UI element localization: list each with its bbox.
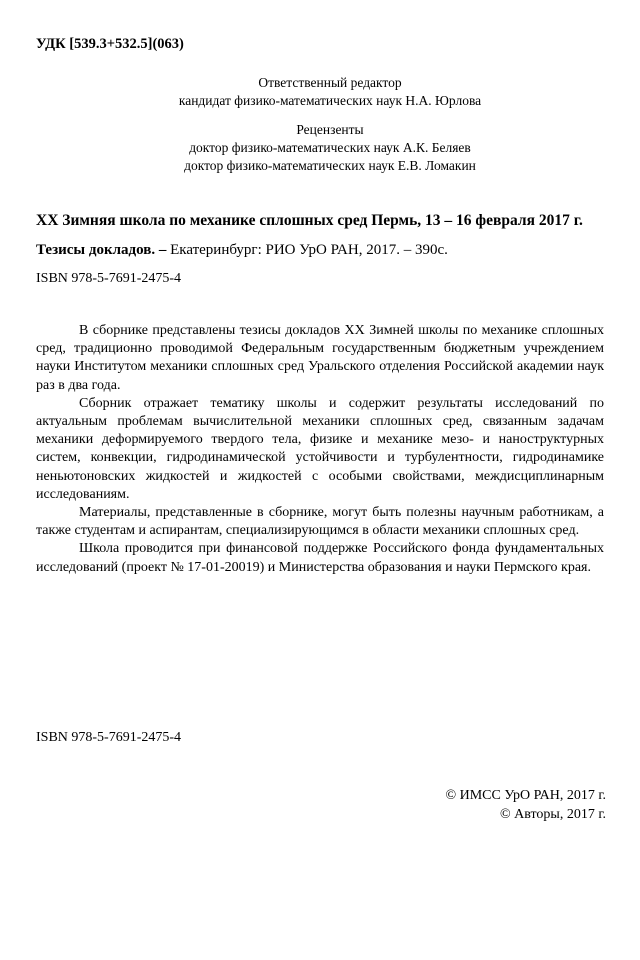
udk-code: УДК [539.3+532.5](063)	[36, 36, 184, 52]
abstract-paragraph: Сборник отражает тематику школы и содержит результаты исследований по актуальным проблемам вычислительной механики сплошных сред, связанным задачам механики деформируемого твердого тела, физике и механике мезо- и наноструктурных систем, конвекции, гидродинамической устойчивости и турбулентности, гидродинамике неньютоновских жидкостей и жидкостей с особыми свойствами, междисциплинарным исследованиям.	[36, 395, 604, 502]
reviewer-item: доктор физико-математических наук А.К. Беляев	[189, 140, 471, 155]
abstract-paragraph: Материалы, представленные в сборнике, могут быть полезны научным работникам, а также студентам и аспирантам, специализирующимся в области механики сплошных сред.	[36, 505, 604, 539]
publication-details: Екатеринбург: РИО УрО РАН, 2017. – 390с.	[166, 242, 448, 258]
responsible-editor	[10, 74, 640, 110]
copyright-line: © Авторы, 2017 г.	[499, 807, 606, 822]
book-title: XX Зимняя школа по механике сплошных сред Пермь, 13 – 16 февраля 2017 г.	[36, 212, 583, 229]
isbn-bottom: ISBN 978-5-7691-2475-4	[36, 730, 182, 745]
abstract-paragraph: Школа проводится при финансовой поддержке Российского фонда фундаментальных исследований (проект № 17-01-20019) и Министерства образования и науки Пермского края.	[36, 541, 604, 575]
reviewers-heading: Рецензенты	[296, 122, 364, 137]
reviewers	[10, 121, 640, 175]
abstract	[36, 322, 604, 577]
publication-label: Тезисы докладов. –	[36, 242, 167, 258]
copyright-line: © ИМСС УрО РАН, 2017 г.	[445, 788, 606, 803]
editor-name: кандидат физико-математических наук Н.А. Юрлова	[178, 93, 482, 108]
publication-info	[36, 242, 448, 259]
reviewer-item: доктор физико-математических наук Е.В. Ломакин	[184, 158, 476, 173]
isbn-top: ISBN 978-5-7691-2475-4	[36, 271, 182, 286]
abstract-paragraph: В сборнике представлены тезисы докладов XX Зимней школы по механике сплошных сред, традиционно проводимой Федеральным государственным бюджетным учреждением науки Институтом механики сплошных сред Уральского отделения Российской академии наук раз в два года.	[36, 323, 604, 393]
editor-heading: Ответственный редактор	[258, 75, 402, 90]
copyright-block	[445, 786, 606, 824]
